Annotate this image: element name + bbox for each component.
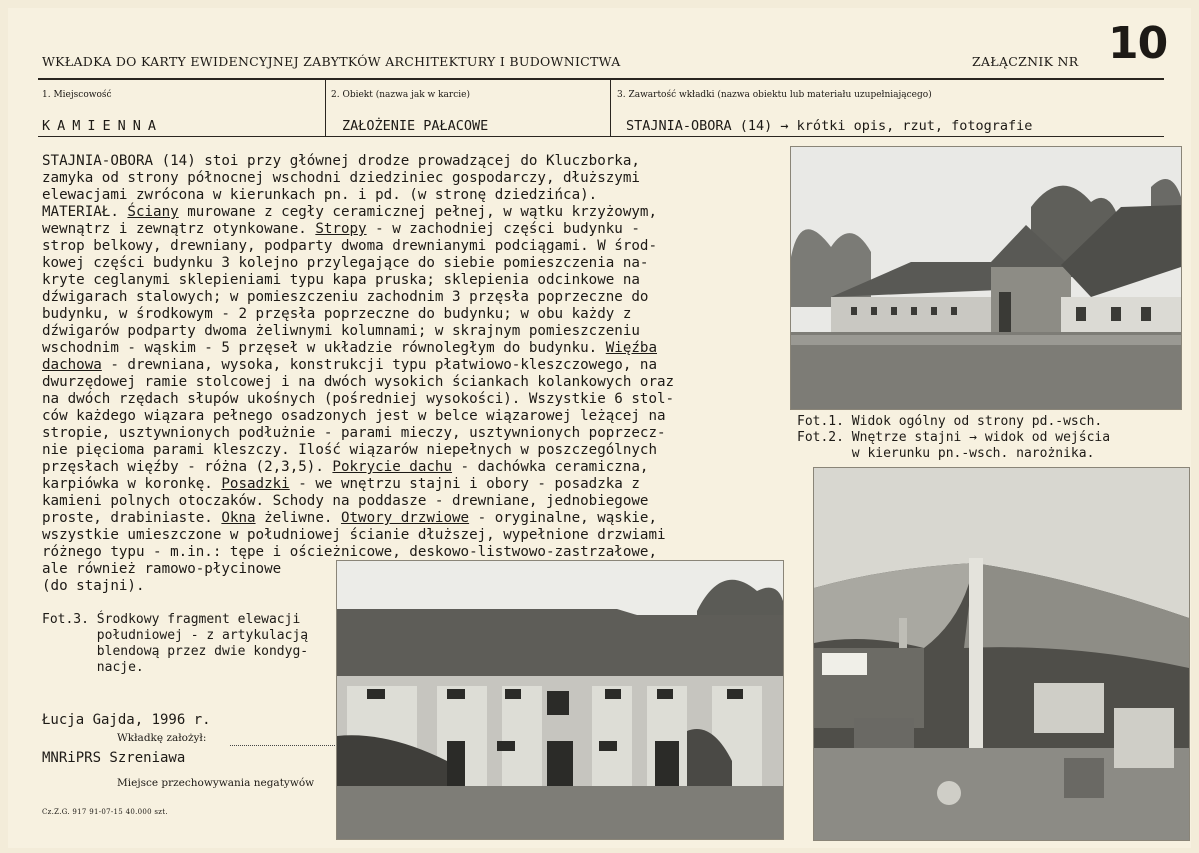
storage-label: Miejsce przechowywania negatywów	[117, 777, 315, 789]
annex-number: 10	[1108, 18, 1168, 69]
caption-fot2-line2: w kierunku pn.-wsch. narożnika.	[797, 446, 1095, 461]
field-locality-value: KAMIENNA	[42, 118, 164, 134]
print-code: Cz.Z.G. 917 91-07-15 40.000 szt.	[42, 808, 168, 816]
caption-fot3-line4: nacje.	[42, 660, 144, 675]
field-contents-value: STAJNIA-OBORA (14) → krótki opis, rzut, fotografie	[626, 118, 1033, 134]
owner-institution: MNRiPRS Szreniawa	[42, 750, 186, 766]
field-object-label: 2. Obiekt (nazwa jak w karcie)	[331, 90, 470, 100]
header-rule	[38, 78, 1164, 80]
photo-exterior-view	[790, 146, 1182, 410]
author-signature: Łucja Gajda, 1996 r.	[42, 712, 211, 728]
caption-fot3-line1: Fot.3. Środkowy fragment elewacji	[42, 612, 301, 627]
form-title: WKŁADKA DO KARTY EWIDENCYJNEJ ZABYTKÓW ARCHITEKTURY I BUDOWNICTWA	[42, 54, 621, 69]
field-locality-label: 1. Miejscowość	[42, 90, 112, 100]
photo-stable-interior	[813, 467, 1190, 841]
description-text: STAJNIA-OBORA (14) stoi przy głównej drodze prowadzącej do Kluczborka, zamyka od strony północnej wschodni dziedziniec gospodarczy, dłuższymi elewacjami zwrócona w kierunkach pn. i pd. (w stronę dziedzińca). MATERIAŁ. Ściany murowane z cegły ceramicznej pełnej, w wątku krzyżowym, wewnątrz i zewnątrz otynkowane. Stropy - w zachodniej części budynku - strop belkowy, drewniany, podparty dwoma drewnianymi podciągami. W środ- kowej części budynku 3 kolejno przylegające do siebie pomieszczenia na- kryte ceglanymi sklepieniami typu kapa pruska; sklepienia odcinkowe na dźwigarach stalowych; w pomieszczeniu zachodnim 3 przęsła poprzeczne do budynku, w środkowym - 2 przęsła poprzeczne do budynku; w obu każdy z dźwigarów podparty dwoma żeliwnymi kolumnami; w skrajnym pomieszczeniu wschodnim - wąskim - 5 przęseł w układzie równoległym do budynku. Więźba dachowa - drewniana, wysoka, konstrukcji typu płatwiowo-kleszczowego, na dwurzędowej ramie stolcowej i na dwóch wysokich ściankach kolankowych oraz na dwóch rzędach słupów ukośnych (pośredniej wysokości). Wszystkie 6 stol- ców każdego wiązara pełnego osadzonych jest w belce wiązarowej leżącej na stropie, usztywnionych podłużnie - parami mieczy, usztywnionych poprzecz- nie pięcioma parami kleszczy. Ilość wiązarów niepełnych w poszczególnych przęsłach więźby - różna (2,3,5). Pokrycie dachu - dachówka ceramiczna, karpiówka w koronkę. Posadzki - we wnętrzu stajni i obory - posadzka z kamieni polnych otoczaków. Schody na poddasze - drewniane, jednobiegowe proste, drabiniaste. Okna żeliwne. Otwory drzwiowe - oryginalne, wąskie, wszystkie umieszczone w południowej ścianie dłuższej, wypełnione drzwiami różnego typu - m.in.: tępe i ościeżnicowe, deskowo-listwowo-zastrzałowe, ale również ramowo-płycinowe (do stajni).	[42, 153, 675, 594]
field-contents-label: 3. Zawartość wkładki (nazwa obiektu lub materiału uzupełniającego)	[617, 90, 932, 100]
made-by-dotline	[230, 744, 335, 746]
caption-fot3-line3: blendową przez dwie kondyg-	[42, 644, 309, 659]
fields-rule	[38, 136, 1164, 137]
caption-fot2-line1: Fot.2. Wnętrze stajni → widok od wejścia	[797, 430, 1111, 445]
field-object-value: ZAŁOŻENIE PAŁACOWE	[342, 118, 489, 134]
annex-label: ZAŁĄCZNIK NR	[972, 54, 1079, 69]
caption-fot3-line2: południowej - z artykulacją	[42, 628, 309, 643]
caption-fot1: Fot.1. Widok ogólny od strony pd.-wsch.	[797, 414, 1103, 429]
made-by-label: Wkładkę założył:	[117, 732, 207, 744]
field-divider	[610, 80, 611, 136]
photo-south-elevation	[336, 560, 784, 840]
field-divider	[325, 80, 326, 136]
